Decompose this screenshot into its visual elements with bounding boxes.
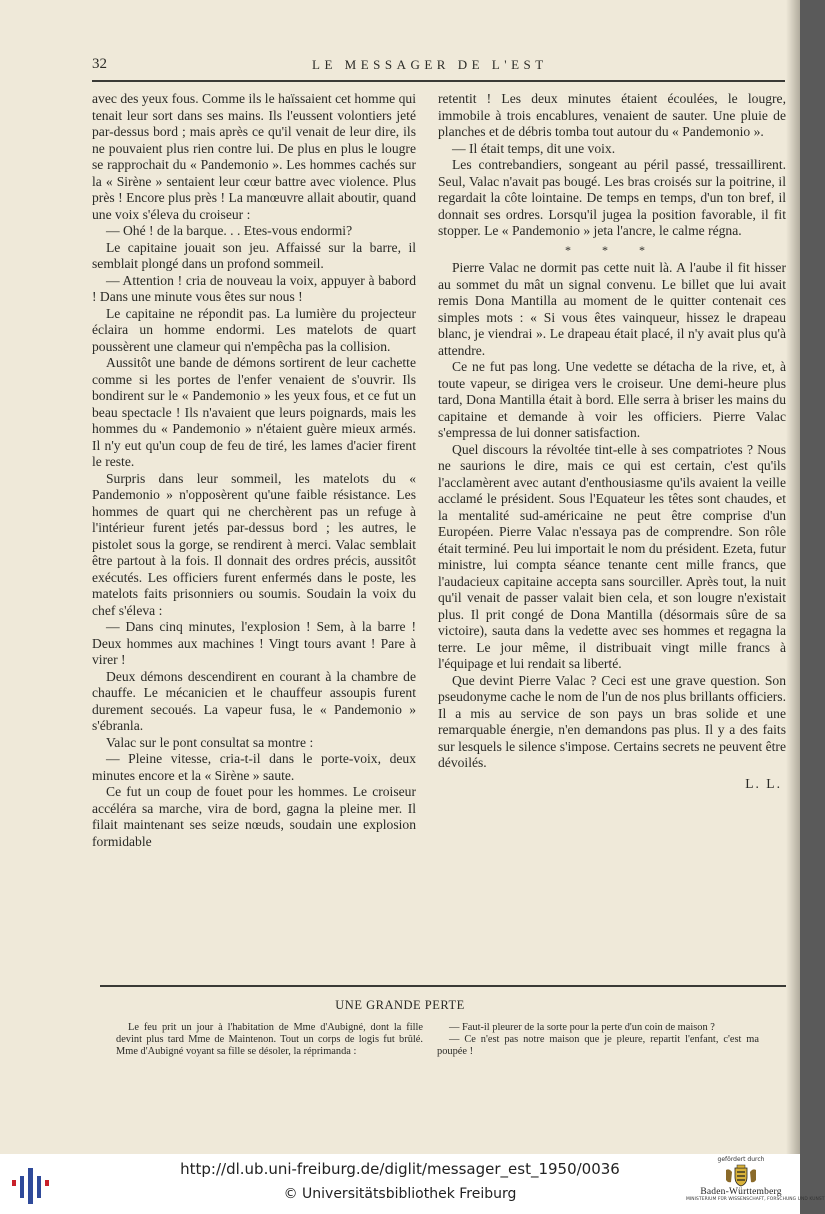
paragraph: Deux démons descendirent en courant à la chambre de chauffe. Le mécanicien et le chauffeur assoupis furent durement secoués. La vapeur fusa, le « Pandemonio » s'ébranla. <box>92 668 416 733</box>
running-title: LE MESSAGER DE L'EST <box>312 57 548 72</box>
anecdote-right-column <box>437 1022 759 1059</box>
paragraph: Le capitaine jouait son jeu. Affaissé sur la barre, il semblait plongé dans un profond sommeil. <box>92 239 416 271</box>
funder-logo[interactable] <box>686 1156 825 1202</box>
paragraph: — Faut-il pleurer de la sorte pour la perte d'un coin de maison ? <box>449 1022 715 1033</box>
section-rule <box>100 985 786 987</box>
viewer-footer <box>0 1154 825 1214</box>
paragraph: Surpris dans leur sommeil, les matelots du « Pandemonio » n'opposèrent qu'une faible résistance. Les hommes de quart qui ne cherchèrent pas un refuge à l'intérieur furent jetés par-dessus bord ; les autres, le pistolet sous la gorge, se rendirent à merci. Valac semblait être partout à la fois. Il donnait des ordres précis, aussitôt exécutés. Les officiers furent enfermés dans le poste, les matelots faits prisonniers ou soumis. Soudain la voix du chef s'éleva : <box>92 470 416 618</box>
section-separator: * * * <box>565 242 659 257</box>
funder-state-name: Baden-Württemberg <box>700 1187 782 1197</box>
header-rule <box>92 80 785 82</box>
page-header <box>92 56 788 78</box>
funder-label: gefördert durch <box>717 1156 765 1163</box>
paragraph: Le capitaine ne répondit pas. La lumière du projecteur éclaira un homme endormi. Les matelots de quart poussèrent une clameur qui n'empêcha pas la collision. <box>92 305 416 354</box>
paragraph: — Pleine vitesse, cria-t-il dans le porte-voix, deux minutes encore et la « Sirène » saute. <box>92 751 416 783</box>
coat-of-arms-icon <box>724 1165 758 1187</box>
paragraph: Ce fut un coup de fouet pour les hommes. Le croiseur accéléra sa marche, vira de bord, gagna la pleine mer. Il filait maintenant ses seize nœuds, soudain une explosion formidable <box>92 784 416 849</box>
paragraph: Quel discours la révoltée tint-elle à ses compatriotes ? Nous ne saurions le dire, mais ce qui est certain, c'est qu'ils l'acclamèrent avec autant d'enthousiasme qu'ils avaient la veille acclamé le président. Sous l'Equateur les têtes sont chaudes, et la mentalité sud-américaine ne peut être comprise d'un Européen. Pierre Valac n'essaya pas de comprendre. Son rôle était terminé. Peu lui importait le nom du président. Ezeta, futur ministre, lui compta séance tenante cent mille francs, que l'audacieux capitaine accepta sans sourciller. Après tout, la nuit qu'il venait de passer valait bien cela, et son lougre n'existait plus. Il prit congé de Dona Mantilla (désormais sûre de sa victoire), sauta dans la vedette avec ses hommes et regagna la terre. Le jour même, il distribuait vingt mille francs à l'équipage et lui rendait sa liberté. <box>438 441 786 671</box>
paragraph: — Il était temps, dit une voix. <box>452 140 616 156</box>
paragraph: — Dans cinq minutes, l'explosion ! Sem, à la barre ! Deux hommes aux machines ! Vingt tours avant ! Pare à virer ! <box>92 619 416 667</box>
paragraph: — Attention ! cria de nouveau la voix, appuyer à babord ! Dans une minute vous êtes sur nous ! <box>92 272 416 304</box>
paragraph: Pierre Valac ne dormit pas cette nuit là. A l'aube il fit hisser au sommet du mât un signal convenu. Le billet que lui avait remis Dona Mantilla au moment de le quitter contenait ces simples mots : « Si vous êtes vainqueur, hissez le drapeau blanc, je viendrai ». Le drapeau était placé, il n'y avait plus qu'à attendre. <box>438 260 786 358</box>
paragraph: avec des yeux fous. Comme ils le haïssaient cet homme qui tenait leur sort dans ses mains. Ils l'eussent volontiers jeté par-dessus bord ; mais après ce qu'il venait de leur dire, ils ne pouvaient plus rien contre lui. De plus en plus le lougre se rapprochait du « Pandemonio ». Les hommes cachés sur la « Sirène » sentaient leur cœur battre avec violence. Plus près ! Encore plus près ! La manœuvre allait aboutir, quand une voix s'éleva du croiseur : <box>92 91 416 222</box>
paragraph: Ce ne fut pas long. Une vedette se détacha de la rive, et, à toute vapeur, se dirigea vers le croiseur. Une demi-heure plus tard, Dona Mantilla était à bord. Elle serra à briser les mains du capitaine et demande à voir les officiers. Pierre Valac s'empressa de lui donner satisfaction. <box>438 359 786 440</box>
anecdote-title: UNE GRANDE PERTE <box>335 998 465 1012</box>
article-left-column <box>92 91 416 850</box>
permalink-url[interactable]: http://dl.ub.uni-freiburg.de/diglit/messager_est_1950/0036 <box>180 1160 620 1178</box>
paragraph: Que devint Pierre Valac ? Ceci est une grave question. Son pseudonyme cache le nom de l'un de nos plus brillants officiers. Il a mis au service de son pays un bras solide et une remarquable énergie, n'en demandons pas plus. Il y a des faits sur lesquels le silence s'impose. Certains secrets ne peuvent être dévoilés. <box>438 672 786 770</box>
copyright-notice: © Universitätsbibliothek Freiburg <box>283 1186 517 1202</box>
paragraph: — Ce n'est pas notre maison que je pleure, repartit l'enfant, c'est ma poupée ! <box>437 1034 759 1058</box>
paragraph: retentit ! Les deux minutes étaient écoulées, le lougre, immobile à trois encablures, venaient de sauter. Une pluie de planches et de débris tomba tout autour du « Pandemonio ». <box>438 91 786 139</box>
paragraph: — Ohé ! de la barque. . . Etes-vous endormi? <box>106 223 353 238</box>
article-right-column <box>438 91 786 792</box>
anecdote-left-column <box>116 1022 423 1059</box>
paragraph: Aussitôt une bande de démons sortirent de leur cachette comme si les portes de l'enfer venaient de s'ouvrir. Ils bondirent sur le « Pandemonio » les yeux fous, et ce fut un beau spectacle ! Ils n'avaient que leurs poignards, mais les hommes du « Pandemonio » n'étaient guère mieux armés. Il n'y eut qu'un coup de feu de tiré, les lames d'acier firent le reste. <box>92 355 416 469</box>
paragraph: Le feu prit un jour à l'habitation de Mme d'Aubigné, dont la fille devint plus tard Mme de Maintenon. Tout un corps de logis fut brûlé. Mme d'Aubigné voyant sa fille se désoler, la réprimanda : <box>116 1022 423 1058</box>
paragraph: Valac sur le pont consultat sa montre : <box>106 734 314 750</box>
paragraph: Les contrebandiers, songeant au péril passé, tressaillirent. Seul, Valac n'avait pas bougé. Les bras croisés sur la poitrine, il regardait la côte lointaine. De temps en temps, d'un ton bref, il donnait ses ordres. Lorsqu'il jugea la position favorable, il fit stopper. Le « Pandemonio » jeta l'ancre, le calme régna. <box>438 157 786 238</box>
page-number: 32 <box>92 56 107 72</box>
funder-ministry-name: MINISTERIUM FÜR WISSENSCHAFT, FORSCHUNG UND KUNST <box>686 1197 825 1202</box>
author-signature: L. L. <box>745 775 782 791</box>
